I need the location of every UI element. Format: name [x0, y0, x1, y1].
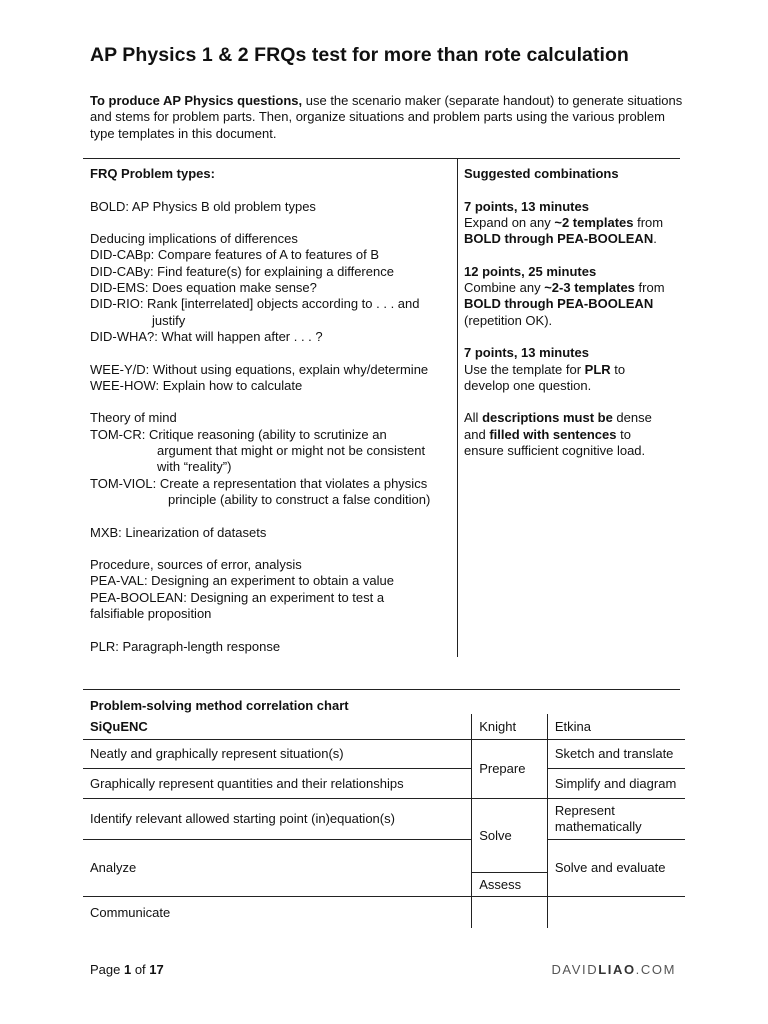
- type-tom-viol-cont: principle (ability to construct a false condition): [168, 491, 431, 507]
- problem-types-header: FRQ Problem types:: [90, 166, 215, 181]
- intro-paragraph: [90, 93, 690, 142]
- top-divider: [83, 158, 680, 159]
- note-text-b: descriptions must be: [482, 410, 613, 426]
- page-label: Page: [90, 962, 124, 977]
- type-did-ems: DID-EMS: Does equation make sense?: [90, 280, 317, 296]
- etkina-cell: Sketch and translate: [547, 739, 685, 768]
- etkina-cell: [547, 896, 685, 928]
- type-pea-boolean-cont: falsifiable proposition: [90, 606, 212, 622]
- table-row: [83, 798, 685, 839]
- brand-footer: [551, 962, 676, 977]
- type-plr: PLR: Paragraph-length response: [90, 638, 281, 654]
- type-pea-val: PEA-VAL: Designing an experiment to obtain a value: [90, 573, 394, 589]
- combo-1-text-c: from: [633, 214, 664, 230]
- page-total: 17: [149, 962, 164, 977]
- type-did-cabp: DID-CABp: Compare features of A to features of B: [90, 247, 380, 263]
- knight-cell: Assess: [472, 872, 548, 896]
- intro-rest: use the scenario maker (separate handout) to generate situations and stems for problem parts. Then, organize situations and problem parts using the various problem type templates in this document.: [90, 93, 683, 141]
- combo-3-text-b: PLR: [584, 361, 611, 377]
- combo-3-text-d: develop one question.: [464, 377, 592, 393]
- combo-2-heading: 12 points, 25 minutes: [464, 263, 597, 279]
- type-wee-how: WEE-HOW: Explain how to calculate: [90, 377, 303, 393]
- type-wee-yd: WEE-Y/D: Without using equations, explain why/determine: [90, 361, 429, 377]
- type-tom-cr-cont: argument that might or might not be consistent: [157, 443, 426, 459]
- combo-3-heading: 7 points, 13 minutes: [464, 345, 589, 361]
- note-text-g: ensure sufficient cognitive load.: [464, 443, 646, 459]
- tom-heading: Theory of mind: [90, 410, 177, 426]
- combinations-column: [464, 166, 684, 459]
- siquenc-cell: Communicate: [90, 904, 171, 920]
- type-did-rio-cont: justify: [152, 312, 186, 328]
- did-heading: Deducing implications of differences: [90, 231, 298, 247]
- note-text-c: dense: [612, 410, 652, 426]
- note-text-a: All: [464, 410, 483, 426]
- header-knight: Knight: [472, 714, 548, 739]
- pea-heading: Procedure, sources of error, analysis: [90, 557, 302, 573]
- problem-types-column: [90, 166, 452, 655]
- siquenc-cell: Identify relevant allowed starting point (in)equation(s): [83, 798, 472, 839]
- combo-1-text-b: ~2 templates: [554, 214, 634, 230]
- siquenc-cell: Graphically represent quantities and their relationships: [83, 768, 472, 798]
- combo-1-text-e: .: [653, 231, 657, 247]
- note-text-f: to: [616, 426, 631, 442]
- combo-2-text-b: ~2-3 templates: [544, 280, 635, 296]
- combo-1-text-a: Expand on any: [464, 214, 555, 230]
- chart-header-row: [83, 714, 685, 739]
- note-text-e: filled with sentences: [489, 426, 617, 442]
- brand-part-a: DAVID: [551, 962, 599, 977]
- note-text-d: and: [464, 426, 490, 442]
- combo-2-text-c: from: [634, 280, 665, 296]
- chart-caption: Problem-solving method correlation chart: [90, 698, 349, 713]
- type-did-rio: DID-RIO: Rank [interrelated] objects according to . . . and: [90, 296, 420, 312]
- type-did-wha: DID-WHA?: What will happen after . . . ?: [90, 328, 323, 344]
- siquenc-cell: Analyze: [83, 839, 472, 896]
- siquenc-cell: Neatly and graphically represent situation(s): [83, 739, 472, 768]
- type-mxb: MXB: Linearization of datasets: [90, 524, 267, 540]
- brand-part-c: .COM: [635, 962, 676, 977]
- combinations-header: Suggested combinations: [464, 166, 619, 181]
- knight-cell: Prepare: [472, 739, 548, 798]
- brand-part-b: LIAO: [598, 962, 636, 977]
- combo-2-text-e: (repetition OK).: [464, 312, 553, 328]
- page-title: AP Physics 1 & 2 FRQs test for more than rote calculation: [90, 44, 629, 66]
- correlation-chart: [83, 714, 685, 928]
- header-siquenc: SiQuENC: [83, 714, 472, 739]
- table-row: [83, 739, 685, 768]
- type-tom-viol: TOM-VIOL: Create a representation that violates a physics: [90, 475, 428, 491]
- type-tom-cr-cont2: with “reality”): [157, 459, 232, 475]
- combo-3-text-c: to: [610, 361, 626, 377]
- page-of: of: [131, 962, 150, 977]
- page-current: 1: [123, 962, 132, 977]
- type-did-caby: DID-CABy: Find feature(s) for explaining a difference: [90, 263, 394, 279]
- combo-3-text-a: Use the template for: [464, 361, 585, 377]
- etkina-cell: Solve and evaluate: [547, 839, 685, 896]
- type-tom-cr: TOM-CR: Critique reasoning (ability to scrutinize an: [90, 426, 387, 442]
- combo-1-text-d: BOLD through PEA-BOOLEAN: [464, 231, 654, 247]
- table-row: [83, 839, 685, 872]
- page-number: [90, 962, 164, 977]
- knight-cell: Solve: [472, 798, 548, 872]
- column-divider: [457, 159, 458, 657]
- etkina-cell: Simplify and diagram: [547, 768, 685, 798]
- knight-cell-empty: [472, 896, 548, 928]
- type-bold: BOLD: AP Physics B old problem types: [90, 198, 316, 214]
- chart-divider: [83, 689, 680, 690]
- combo-2-text-a: Combine any: [464, 280, 545, 296]
- table-row: [83, 896, 685, 928]
- etkina-cell: Represent mathematically: [547, 798, 685, 839]
- intro-lead: To produce AP Physics questions,: [90, 93, 303, 108]
- combo-2-text-d: BOLD through PEA-BOOLEAN: [464, 296, 654, 312]
- header-etkina: Etkina: [547, 714, 685, 739]
- table-row: [83, 768, 685, 798]
- combo-1-heading: 7 points, 13 minutes: [464, 198, 589, 214]
- type-pea-boolean: PEA-BOOLEAN: Designing an experiment to test a: [90, 589, 385, 605]
